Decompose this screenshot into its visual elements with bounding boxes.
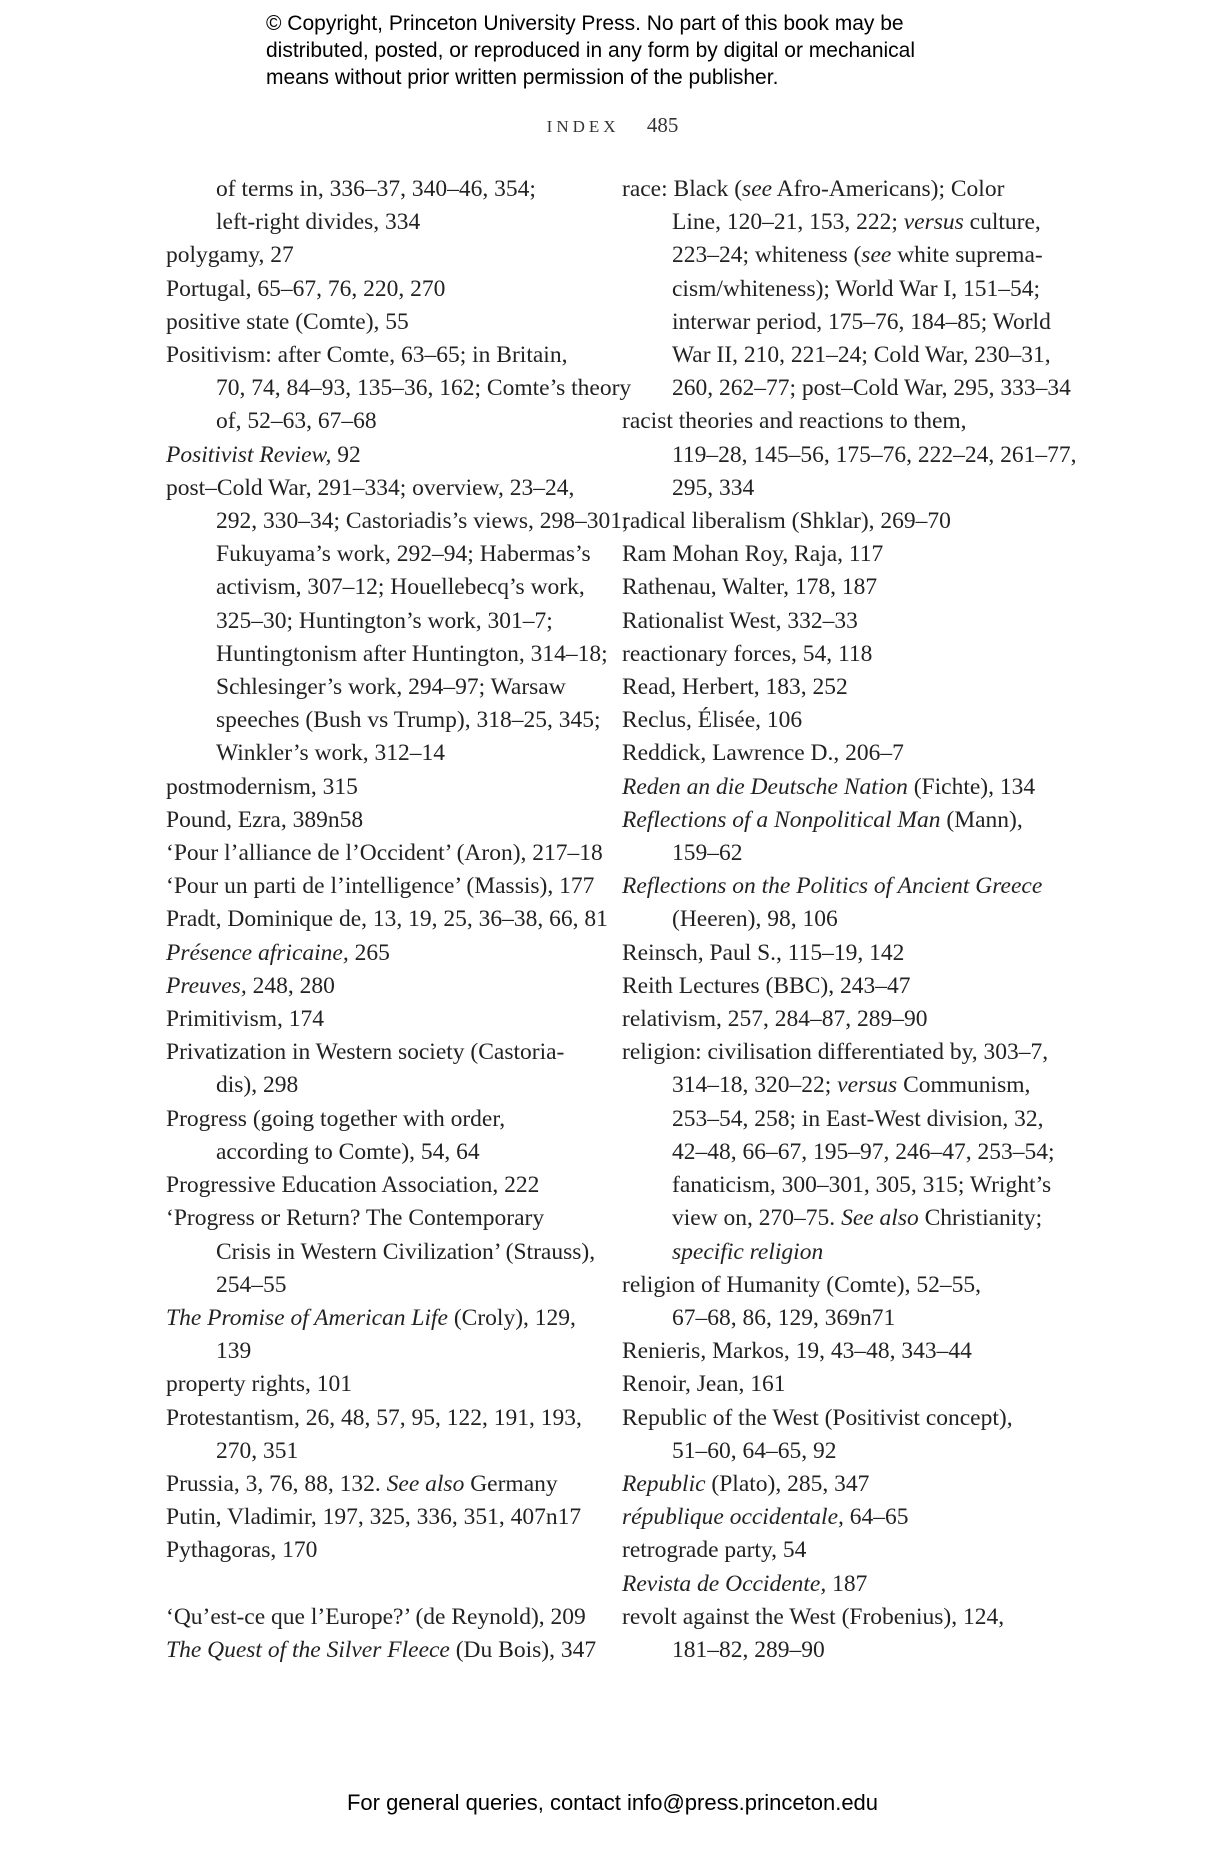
index-entry-line: speeches (Bush vs Trump), 318–25, 345; xyxy=(216,707,601,734)
page-number: 485 xyxy=(646,113,679,137)
index-entry-line: religion: civilisation differentiated by, 303–7, xyxy=(622,1039,1049,1066)
index-entry-line: 253–54, 258; in East-West division, 32, xyxy=(672,1105,1044,1132)
index-entry-line: activism, 307–12; Houellebecq’s work, xyxy=(216,574,585,601)
index-entry-line: Positivism: after Comte, 63–65; in Britain, xyxy=(166,342,568,369)
index-entry xyxy=(622,1402,1042,1468)
index-entry-line: Progressive Education Association, 222 xyxy=(166,1172,540,1199)
index-entry-line: Reclus, Élisée, 106 xyxy=(622,707,803,734)
index-entry xyxy=(622,571,1042,604)
index-entry-line: ‘Qu’est-ce que l’Europe?’ (de Reynold), 209 xyxy=(166,1603,586,1630)
index-entry xyxy=(166,903,608,936)
index-entry-line: retrograde party, 54 xyxy=(622,1537,807,1564)
index-entry xyxy=(622,737,1042,770)
index-entry-line: 51–60, 64–65, 92 xyxy=(672,1437,837,1464)
index-entry xyxy=(622,704,1042,737)
index-entry xyxy=(622,870,1042,936)
index-entry-line: Reddick, Lawrence D., 206–7 xyxy=(622,740,904,767)
index-entry xyxy=(622,1568,1042,1601)
index-entry-line: Présence africaine, 265 xyxy=(166,939,390,966)
index-entry xyxy=(166,239,586,272)
letter-break xyxy=(166,1568,586,1601)
index-entry xyxy=(166,970,586,1003)
index-entry-line: ‘Pour un parti de l’intelligence’ (Massis), 177 xyxy=(166,873,595,900)
running-head-label: INDEX xyxy=(546,117,620,136)
index-entry xyxy=(622,605,1042,638)
index-entry-line: 223–24; whiteness (see white suprema- xyxy=(672,242,1043,269)
index-entry-line: Reith Lectures (BBC), 243–47 xyxy=(622,972,911,999)
index-entry-line: interwar period, 175–76, 184–85; World xyxy=(672,308,1051,335)
index-entry-line: Republic of the West (Positivist concept), xyxy=(622,1404,1013,1431)
index-entry-line: The Quest of the Silver Fleece (Du Bois), 347 xyxy=(166,1636,597,1663)
index-entry-line: race: Black (see Afro-Americans); Color xyxy=(622,176,1005,202)
index-entry-line: specific religion xyxy=(672,1238,824,1265)
index-entry-line: Crisis in Western Civilization’ (Strauss), xyxy=(216,1238,596,1265)
index-entry xyxy=(622,173,1071,405)
index-entry-line: relativism, 257, 284–87, 289–90 xyxy=(622,1006,928,1033)
index-entry-line: racist theories and reactions to them, xyxy=(622,408,967,435)
index-entry xyxy=(166,439,586,472)
index-entry xyxy=(166,472,629,771)
index-entry-line: 181–82, 289–90 xyxy=(672,1636,825,1663)
index-entry-line: (Heeren), 98, 106 xyxy=(672,906,838,933)
index-entry xyxy=(166,1036,586,1102)
index-entry xyxy=(622,505,1042,538)
index-entry xyxy=(622,1335,1042,1368)
index-entry xyxy=(166,937,586,970)
index-entry-line: république occidentale, 64–65 xyxy=(622,1504,909,1531)
index-entry xyxy=(166,804,586,837)
index-entry xyxy=(166,306,586,339)
copyright-line: means without prior written permission of the publisher. xyxy=(266,66,779,89)
index-entry-line: Protestantism, 26, 48, 57, 95, 122, 191, 193, xyxy=(166,1404,582,1431)
index-entry-line: War II, 210, 221–24; Cold War, 230–31, xyxy=(672,342,1051,369)
index-entry-line: Preuves, 248, 280 xyxy=(166,972,335,999)
index-entry xyxy=(166,1534,586,1567)
index-entry-line: Reflections of a Nonpolitical Man (Mann), xyxy=(622,806,1023,833)
index-entry xyxy=(622,1601,1042,1667)
index-entry-line: religion of Humanity (Comte), 52–55, xyxy=(622,1271,981,1298)
index-entry xyxy=(166,1103,586,1169)
index-entry-line: Pound, Ezra, 389n58 xyxy=(166,806,364,833)
index-entry-line: Rationalist West, 332–33 xyxy=(622,607,858,634)
index-entry-line: Reinsch, Paul S., 115–19, 142 xyxy=(622,939,905,966)
index-entry-line: Line, 120–21, 153, 222; versus culture, xyxy=(672,209,1041,236)
index-entry-line: Putin, Vladimir, 197, 325, 336, 351, 407n17 xyxy=(166,1504,582,1531)
index-entry-line: Renoir, Jean, 161 xyxy=(622,1371,786,1398)
index-entry xyxy=(166,1302,586,1368)
index-entry xyxy=(166,339,632,439)
index-entry xyxy=(622,538,1042,571)
copyright-line: © Copyright, Princeton University Press. No part of this book may be xyxy=(266,12,904,35)
index-entry xyxy=(166,771,586,804)
index-entry xyxy=(622,638,1042,671)
index-entry-line: Positivist Review, 92 xyxy=(166,441,361,468)
index-entry xyxy=(166,837,603,870)
index-entry-line: of, 52–63, 67–68 xyxy=(216,408,377,435)
index-entry-line: Republic (Plato), 285, 347 xyxy=(622,1470,870,1497)
index-entry-line: Winkler’s work, 312–14 xyxy=(216,740,446,767)
index-entry-line: left-right divides, 334 xyxy=(216,209,421,236)
index-entry-line: Ram Mohan Roy, Raja, 117 xyxy=(622,541,884,568)
index-entry xyxy=(622,1534,1042,1567)
index-entry-line: Progress (going together with order, xyxy=(166,1105,506,1132)
index-entry-line: Schlesinger’s work, 294–97; Warsaw xyxy=(216,674,566,701)
index-entry-line: post–Cold War, 291–334; overview, 23–24, xyxy=(166,474,575,501)
index-entry-line: 67–68, 86, 129, 369n71 xyxy=(672,1304,896,1331)
index-entry xyxy=(166,1202,596,1302)
footer-contact: For general queries, contact info@press.princeton.edu xyxy=(346,1790,879,1815)
index-entry-line: property rights, 101 xyxy=(166,1371,353,1398)
index-entry-line: cism/whiteness); World War I, 151–54; xyxy=(672,275,1041,302)
index-entry xyxy=(166,1368,586,1401)
index-entry xyxy=(166,1402,586,1468)
index-entry xyxy=(622,1036,1055,1268)
index-entry-line: dis), 298 xyxy=(216,1072,299,1099)
index-entry xyxy=(622,771,1042,804)
running-head xyxy=(0,113,1225,138)
index-entry-line: postmodernism, 315 xyxy=(166,773,358,800)
index-entry-line: of terms in, 336–37, 340–46, 354; xyxy=(216,176,536,202)
index-entry-line: Prussia, 3, 76, 88, 132. See also Germany xyxy=(166,1470,558,1497)
index-entry-line: Reden an die Deutsche Nation (Fichte), 134 xyxy=(622,773,1036,800)
index-entry xyxy=(622,405,1077,505)
index-entry-line: revolt against the West (Frobenius), 124, xyxy=(622,1603,1005,1630)
index-entry xyxy=(622,1468,1042,1501)
index-entry-line: 70, 74, 84–93, 135–36, 162; Comte’s theory xyxy=(216,375,632,402)
index-entry-line: reactionary forces, 54, 118 xyxy=(622,640,873,667)
copyright-line: distributed, posted, or reproduced in any form by digital or mechanical xyxy=(266,39,916,62)
index-entry xyxy=(166,1501,586,1534)
index-entry-line: 295, 334 xyxy=(672,474,755,501)
index-entry xyxy=(622,970,1042,1003)
index-entry-line: Primitivism, 174 xyxy=(166,1006,324,1033)
index-entry-line: 139 xyxy=(216,1338,252,1365)
index-entry-line: Reflections on the Politics of Ancient Greece xyxy=(622,873,1043,900)
index-entry-line: radical liberalism (Shklar), 269–70 xyxy=(622,508,951,535)
index-entry xyxy=(166,1169,586,1202)
copyright-notice xyxy=(266,10,1026,91)
index-entry-line: Pythagoras, 170 xyxy=(166,1537,318,1564)
index-entry-line: Huntingtonism after Huntington, 314–18; xyxy=(216,640,608,667)
index-entry-line: 254–55 xyxy=(216,1271,287,1298)
index-entry-line: ‘Progress or Return? The Contemporary xyxy=(166,1205,545,1232)
index-entry xyxy=(166,273,586,306)
index-entry xyxy=(622,1003,1042,1036)
index-entry xyxy=(622,1269,1042,1335)
index-entry-line: 159–62 xyxy=(672,840,743,867)
index-entry-line: 314–18, 320–22; versus Communism, xyxy=(672,1072,1031,1099)
index-entry xyxy=(622,671,1042,704)
index-column-right xyxy=(622,173,1077,1667)
index-entry-line: polygamy, 27 xyxy=(166,242,294,269)
index-entry-line: Pradt, Dominique de, 13, 19, 25, 36–38, 66, 81 xyxy=(166,906,608,933)
index-entry-line: Read, Herbert, 183, 252 xyxy=(622,674,848,701)
index-entry-line: view on, 270–75. See also Christianity; xyxy=(672,1205,1043,1232)
index-entry-line: 270, 351 xyxy=(216,1437,299,1464)
index-entry xyxy=(166,1003,586,1036)
index-entry-line: The Promise of American Life (Croly), 129, xyxy=(166,1304,576,1331)
index-entry-line: Fukuyama’s work, 292–94; Habermas’s xyxy=(216,541,591,568)
index-entry xyxy=(622,804,1042,870)
index-entry xyxy=(166,870,595,903)
index-entry-line: Portugal, 65–67, 76, 220, 270 xyxy=(166,275,446,302)
index-entry-line: 42–48, 66–67, 195–97, 246–47, 253–54; xyxy=(672,1138,1055,1165)
index-entry xyxy=(622,1368,1042,1401)
index-entry xyxy=(166,1634,597,1667)
index-entry-line: 292, 330–34; Castoriadis’s views, 298–301; xyxy=(216,508,629,535)
index-entry-line: 119–28, 145–56, 175–76, 222–24, 261–77, xyxy=(672,441,1077,468)
index-entry-line: according to Comte), 54, 64 xyxy=(216,1138,480,1165)
index-entry-line: Renieris, Markos, 19, 43–48, 343–44 xyxy=(622,1338,972,1365)
index-entry xyxy=(166,1601,586,1634)
index-entry-line: Rathenau, Walter, 178, 187 xyxy=(622,574,878,601)
index-entry xyxy=(166,1468,586,1501)
index-entry-line: Privatization in Western society (Castoria- xyxy=(166,1039,565,1066)
index-column-left xyxy=(166,173,632,1667)
index-entry-line: ‘Pour l’alliance de l’Occident’ (Aron), 217–18 xyxy=(166,840,603,867)
index-entry-line: fanaticism, 300–301, 305, 315; Wright’s xyxy=(672,1172,1052,1199)
index-entry-line: Revista de Occidente, 187 xyxy=(622,1570,868,1597)
index-entry xyxy=(166,173,586,239)
index-entry-line: 325–30; Huntington’s work, 301–7; xyxy=(216,607,553,634)
index-entry xyxy=(622,1501,1042,1534)
index-entry-line: positive state (Comte), 55 xyxy=(166,308,409,335)
index-entry-line: 260, 262–77; post–Cold War, 295, 333–34 xyxy=(672,375,1071,402)
index-entry xyxy=(622,937,1042,970)
